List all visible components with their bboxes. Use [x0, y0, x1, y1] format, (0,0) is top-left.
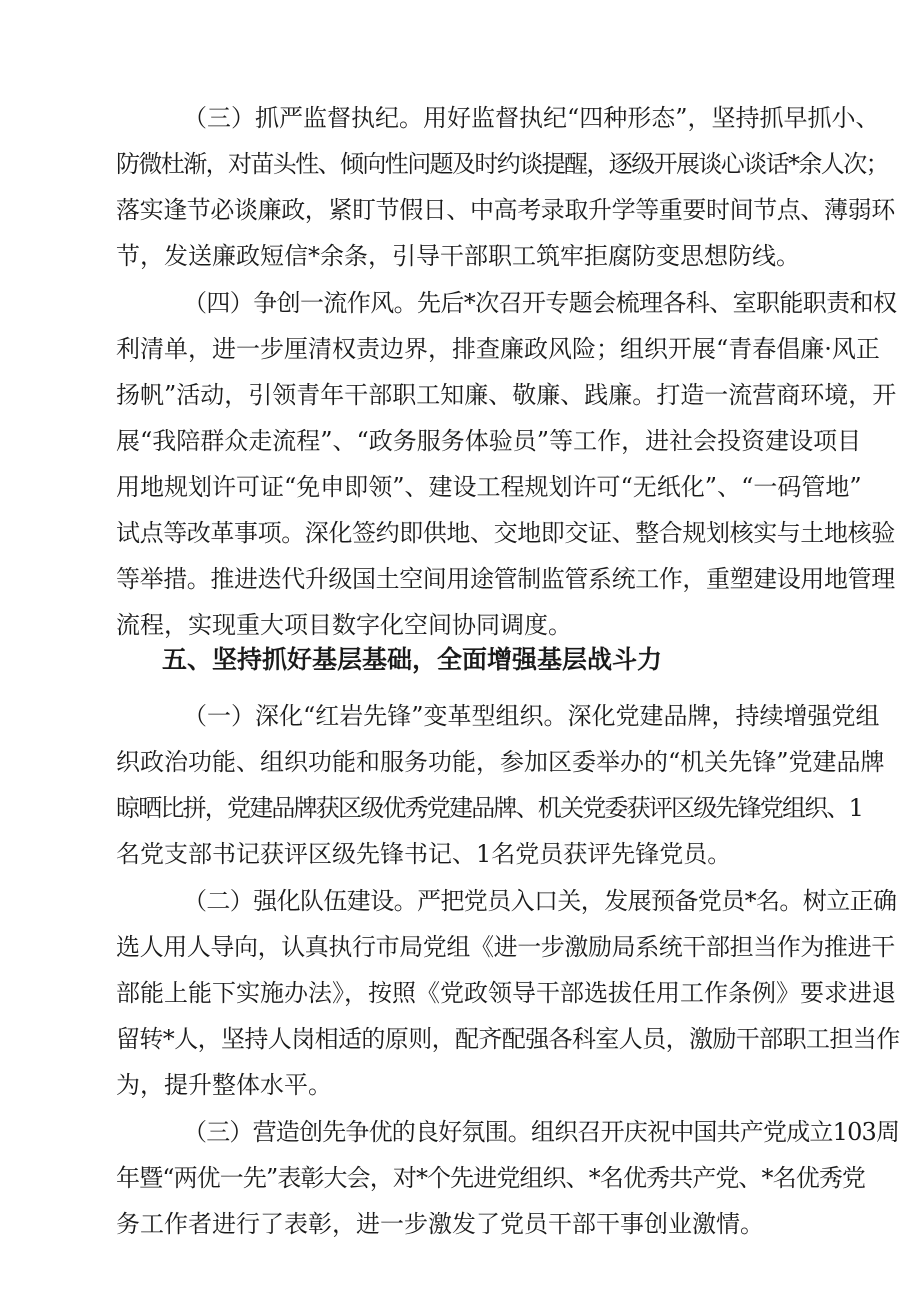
- paragraph-2-line-8: 流程，实现重大项目数字化空间协同调度。: [116, 611, 572, 639]
- paragraph-1-line-3: 落实逢节必谈廉政，紧盯节假日、中高考录取升学等重要时间节点、薄弱环: [116, 196, 895, 224]
- paragraph-2-line-5: 用地规划许可证“免申即领”、建设工程规划许可“无纸化”、“一码管地”: [116, 473, 862, 501]
- paragraph-3-line-2: 织政治功能、组织功能和服务功能，参加区委举办的“机关先锋”党建品牌: [116, 748, 885, 776]
- paragraph-1-line-1: （三）抓严监督执纪。用好监督执纪“四种形态”，坚持抓早抓小、: [183, 104, 880, 132]
- section-heading: 五、坚持抓好基层基础，全面增强基层战斗力: [162, 645, 663, 674]
- paragraph-2-line-7: 等举措。推进迭代升级国土空间用途管制监管系统工作，重塑建设用地管理: [116, 565, 895, 593]
- paragraph-4-line-2: 选人用人导向，认真执行市局党组《进一步激励局系统干部担当作为推进干: [116, 933, 895, 961]
- paragraph-2-line-3: 扬帆”活动，引领青年干部职工知廉、敬廉、践廉。打造一流营商环境，开: [116, 381, 897, 409]
- paragraph-2-line-6: 试点等改革事项。深化签约即供地、交地即交证、整合规划核实与土地核验: [116, 519, 895, 547]
- paragraph-3-line-4: 名党支部书记获评区级先锋书记、1名党员获评先锋党员。: [116, 840, 732, 868]
- paragraph-2-line-4: 展“我陪群众走流程”、“政务服务体验员”等工作，进社会投资建设项目: [116, 427, 862, 455]
- paragraph-4-line-5: 为，提升整体水平。: [116, 1071, 332, 1099]
- paragraph-1-line-2: 防微杜渐，对苗头性、倾向性问题及时约谈提醒，逐级开展谈心谈话*余人次；: [116, 150, 888, 178]
- paragraph-1-line-4: 节，发送廉政短信*余条，引导干部职工筑牢拒腐防变思想防线。: [116, 242, 800, 270]
- paragraph-5-line-1: （三）营造创先争优的良好氛围。组织召开庆祝中国共产党成立103周: [183, 1118, 900, 1146]
- paragraph-4-line-1: （二）强化队伍建设。严把党员入口关，发展预备党员*名。树立正确: [183, 887, 897, 915]
- paragraph-4-line-4: 留转*人，坚持人岗相适的原则，配齐配强各科室人员，激励干部职工担当作: [116, 1025, 900, 1053]
- paragraph-4-line-3: 部能上能下实施办法》，按照《党政领导干部选拔任用工作条例》要求进退: [116, 979, 896, 1007]
- paragraph-5-line-3: 务工作者进行了表彰，进一步激发了党员干部干事创业激情。: [116, 1210, 764, 1238]
- paragraph-5-line-2: 年暨“两优一先”表彰大会，对*个先进党组织、*名优秀共产党、*名优秀党: [116, 1164, 866, 1192]
- paragraph-3-line-3: 晾晒比拼，党建品牌获区级优秀党建品牌、机关党委获评区级先锋党组织、1: [116, 794, 863, 822]
- paragraph-2-line-1: （四）争创一流作风。先后*次召开专题会梳理各科、室职能职责和权: [183, 289, 897, 317]
- paragraph-2-line-2: 利清单，进一步厘清权责边界，排查廉政风险；组织开展“青春倡廉·风正: [116, 335, 880, 363]
- paragraph-3-line-1: （一）深化“红岩先锋”变革型组织。深化党建品牌，持续增强党组: [183, 702, 880, 730]
